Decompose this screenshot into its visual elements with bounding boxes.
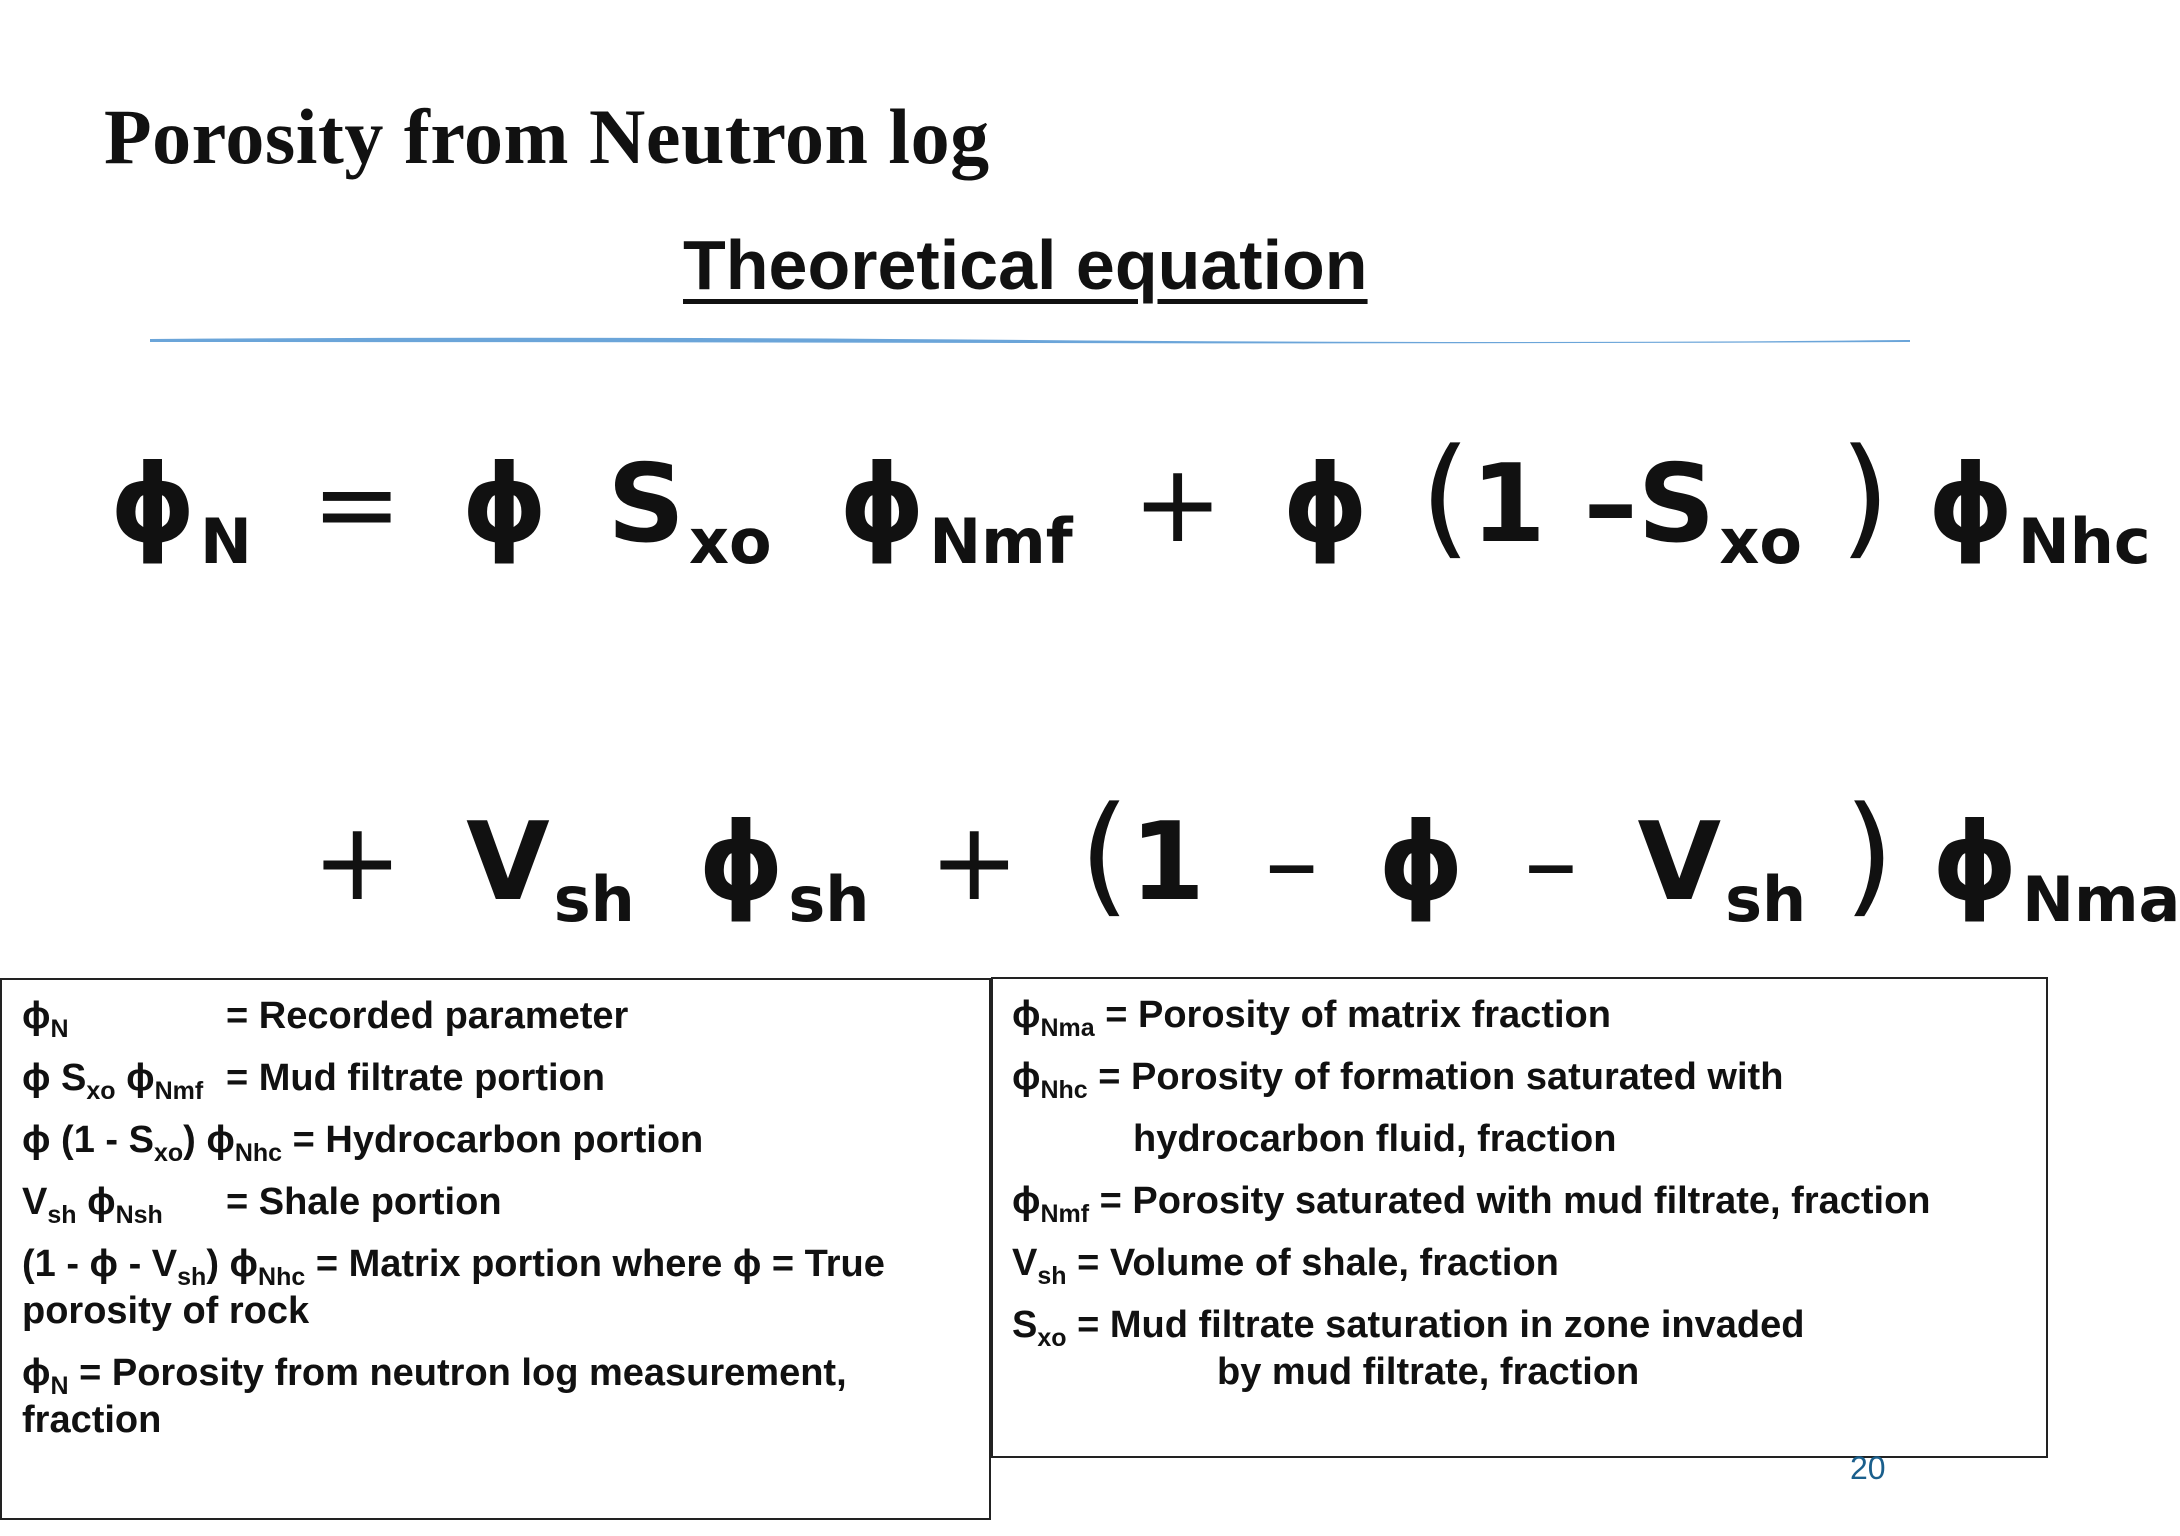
decorative-rule — [150, 335, 1910, 345]
definition-row: $V_{sh}$ = Volume of shale, fraction — [1012, 1242, 1559, 1290]
definitions-box-left — [0, 978, 991, 1520]
definition-row: $\phi_{Nma}$ = Porosity of matrix fraction — [1012, 994, 1611, 1042]
definition-text: = Mud filtrate portion — [226, 1057, 605, 1099]
definition-row: ϕ $S_{xo}$ $\phi_{Nmf}$ — [22, 1057, 204, 1105]
definition-text: hydrocarbon fluid, fraction — [1133, 1118, 1617, 1160]
slide-title: Porosity from Neutron log — [104, 93, 990, 180]
definition-row: $V_{sh}$ $\phi_{Nsh}$ — [22, 1181, 163, 1229]
definition-row: ϕ $(1 - S_{xo})$ $\phi_{Nhc}$ = Hydrocarbon portion — [22, 1119, 704, 1167]
definition-row: $\phi_N$ = Porosity from neutron log measurement, — [22, 1352, 847, 1400]
definition-row: $\phi_{Nhc}$ = Porosity of formation saturated with — [1012, 1056, 1784, 1104]
section-subtitle: Theoretical equation — [683, 226, 1368, 304]
equation-line-2: + $V_{sh}$ $\phi_{sh} + (1 - \phi - V_{sh}$ ) $\phi_{Nma}$ — [312, 778, 2180, 936]
definition-row: $S_{xo}$ = Mud filtrate saturation in zone invaded — [1012, 1304, 1805, 1352]
definition-row: $\phi_N$ — [22, 995, 69, 1043]
definition-text: porosity of rock — [22, 1290, 310, 1332]
definitions-box-right — [991, 977, 2048, 1458]
definition-text: fraction — [22, 1399, 162, 1441]
equation-line-1: $\phi_N = \phi$ $S_{xo}$ $\phi_{Nmf} + \phi$ (1 $-S_{xo}$ ) $\phi_{Nhc}$ — [110, 420, 2151, 578]
definition-row: (1 - ϕ - $V_{sh}$) $\phi_{Nhc}$ = Matrix portion where ϕ = True — [22, 1243, 885, 1291]
definition-text: by mud filtrate, fraction — [1217, 1351, 1640, 1393]
definition-row: $\phi_{Nmf}$ = Porosity saturated with mud filtrate, fraction — [1012, 1180, 1931, 1228]
definition-text: = Recorded parameter — [226, 995, 629, 1037]
definition-text: = Shale portion — [226, 1181, 502, 1223]
page-number: 20 — [1850, 1450, 1886, 1486]
